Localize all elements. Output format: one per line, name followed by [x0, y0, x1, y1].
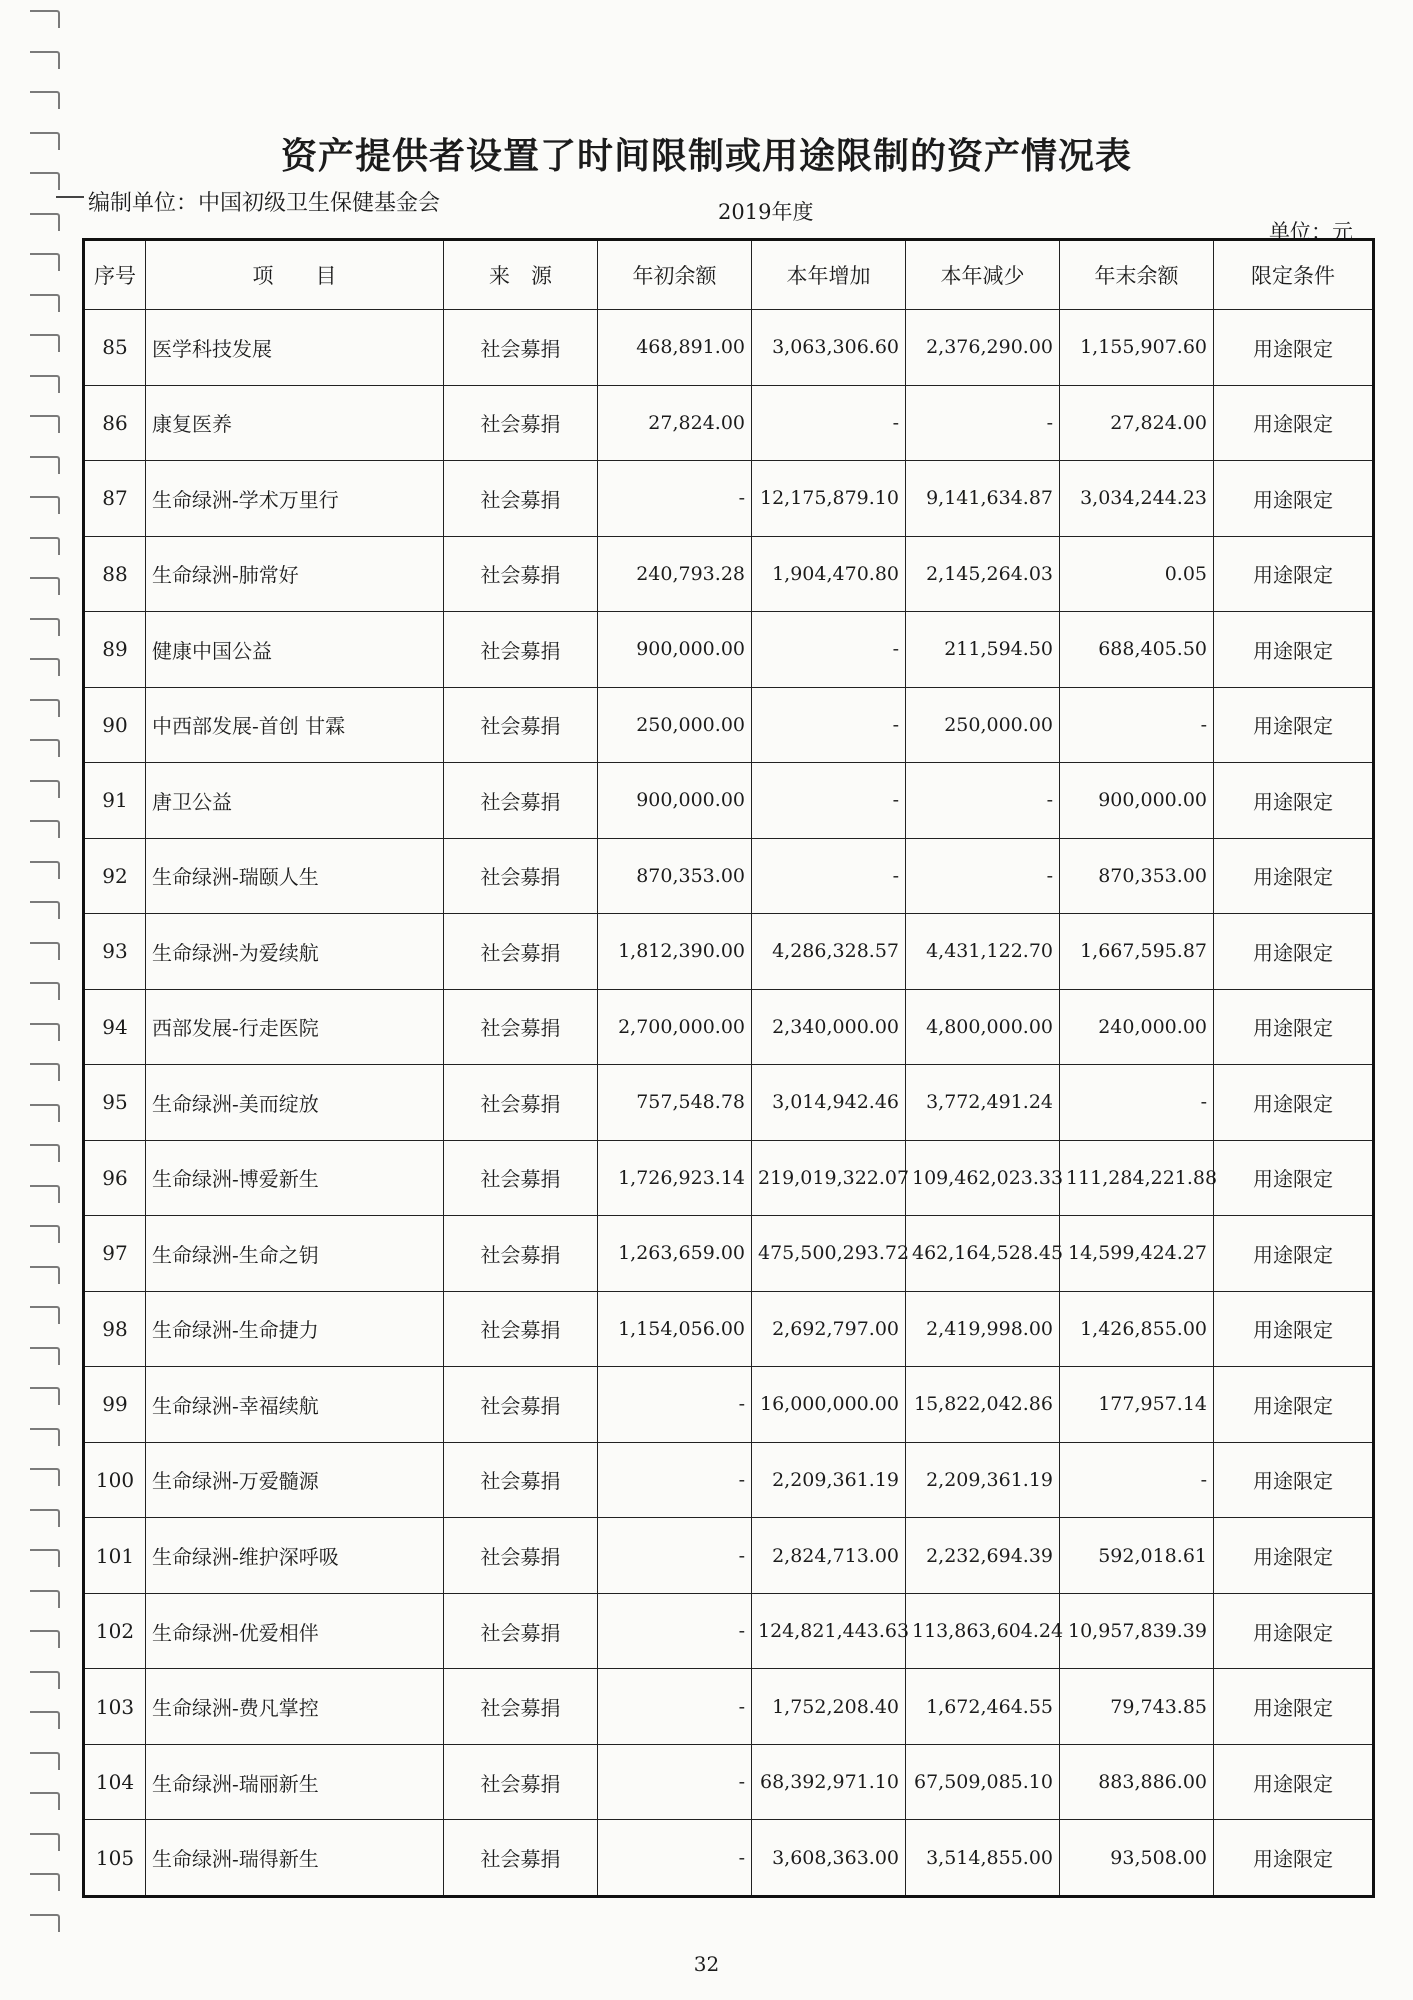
cell-seq: 98: [84, 1291, 146, 1367]
cell-opening-balance: 1,154,056.00: [598, 1291, 752, 1367]
cell-item: 唐卫公益: [146, 763, 444, 839]
cell-seq: 100: [84, 1442, 146, 1518]
cell-decrease: 250,000.00: [906, 687, 1060, 763]
cell-increase: 219,019,322.07: [752, 1140, 906, 1216]
cell-seq: 88: [84, 536, 146, 612]
fiscal-year: 2019年度: [718, 200, 814, 224]
cell-increase: 3,014,942.46: [752, 1065, 906, 1141]
cell-condition: 用途限定: [1214, 1140, 1374, 1216]
cell-source: 社会募捐: [444, 612, 598, 688]
cell-seq: 91: [84, 763, 146, 839]
page-title: 资产提供者设置了时间限制或用途限制的资产情况表: [280, 135, 1132, 177]
cell-item: 生命绿洲-万爱髓源: [146, 1442, 444, 1518]
cell-source: 社会募捐: [444, 1291, 598, 1367]
cell-decrease: 2,232,694.39: [906, 1518, 1060, 1594]
cell-decrease: 211,594.50: [906, 612, 1060, 688]
cell-source: 社会募捐: [444, 1140, 598, 1216]
cell-closing-balance: -: [1060, 687, 1214, 763]
binder-ring: [30, 1468, 60, 1486]
header-item: 项 目: [146, 240, 444, 310]
cell-decrease: 113,863,604.24: [906, 1593, 1060, 1669]
cell-opening-balance: -: [598, 1367, 752, 1443]
cell-opening-balance: 870,353.00: [598, 838, 752, 914]
cell-item: 生命绿洲-学术万里行: [146, 461, 444, 537]
cell-increase: 12,175,879.10: [752, 461, 906, 537]
cell-increase: -: [752, 838, 906, 914]
cell-closing-balance: 177,957.14: [1060, 1367, 1214, 1443]
table-row: [84, 989, 1374, 1065]
cell-closing-balance: 10,957,839.39: [1060, 1593, 1214, 1669]
cell-condition: 用途限定: [1214, 1367, 1374, 1443]
cell-item: 健康中国公益: [146, 612, 444, 688]
cell-decrease: 1,672,464.55: [906, 1669, 1060, 1745]
header-opening-balance: 年初余额: [598, 240, 752, 310]
table-row: [84, 687, 1374, 763]
cell-condition: 用途限定: [1214, 1669, 1374, 1745]
cell-decrease: -: [906, 838, 1060, 914]
binder-ring: [30, 415, 60, 433]
cell-decrease: 67,509,085.10: [906, 1744, 1060, 1820]
cell-item: 生命绿洲-瑞得新生: [146, 1820, 444, 1897]
cell-item: 生命绿洲-幸福续航: [146, 1367, 444, 1443]
cell-source: 社会募捐: [444, 1367, 598, 1443]
binder-ring: [30, 91, 60, 109]
binder-ring: [30, 1225, 60, 1243]
cell-closing-balance: 0.05: [1060, 536, 1214, 612]
cell-source: 社会募捐: [444, 838, 598, 914]
binder-ring: [30, 1509, 60, 1527]
table-row: [84, 1442, 1374, 1518]
cell-source: 社会募捐: [444, 461, 598, 537]
cell-opening-balance: 900,000.00: [598, 763, 752, 839]
cell-increase: 2,824,713.00: [752, 1518, 906, 1594]
header-increase: 本年增加: [752, 240, 906, 310]
cell-increase: -: [752, 385, 906, 461]
cell-item: 生命绿洲-瑞丽新生: [146, 1744, 444, 1820]
table-row: [84, 536, 1374, 612]
cell-closing-balance: 900,000.00: [1060, 763, 1214, 839]
cell-condition: 用途限定: [1214, 536, 1374, 612]
table-body: [84, 310, 1374, 1897]
cell-item: 康复医养: [146, 385, 444, 461]
binder-ring: [30, 618, 60, 636]
cell-decrease: 2,145,264.03: [906, 536, 1060, 612]
cell-item: 生命绿洲-生命之钥: [146, 1216, 444, 1292]
cell-source: 社会募捐: [444, 1065, 598, 1141]
binder-ring: [30, 1671, 60, 1689]
cell-seq: 104: [84, 1744, 146, 1820]
header-seq: 序号: [84, 240, 146, 310]
cell-opening-balance: -: [598, 1744, 752, 1820]
cell-source: 社会募捐: [444, 687, 598, 763]
cell-increase: 3,608,363.00: [752, 1820, 906, 1897]
cell-source: 社会募捐: [444, 1518, 598, 1594]
cell-source: 社会募捐: [444, 310, 598, 386]
cell-closing-balance: 870,353.00: [1060, 838, 1214, 914]
table-row: [84, 1593, 1374, 1669]
cell-closing-balance: 883,886.00: [1060, 1744, 1214, 1820]
cell-seq: 101: [84, 1518, 146, 1594]
cell-opening-balance: -: [598, 1518, 752, 1594]
binder-ring: [30, 1266, 60, 1284]
cell-seq: 86: [84, 385, 146, 461]
cell-source: 社会募捐: [444, 989, 598, 1065]
table-row: [84, 1669, 1374, 1745]
binder-ring: [30, 577, 60, 595]
binder-ring: [30, 294, 60, 312]
binder-ring: [30, 1590, 60, 1608]
binder-ring: [30, 1428, 60, 1446]
binder-ring: [30, 213, 60, 231]
cell-increase: 2,692,797.00: [752, 1291, 906, 1367]
cell-source: 社会募捐: [444, 1820, 598, 1897]
cell-condition: 用途限定: [1214, 763, 1374, 839]
binder-ring: [30, 1914, 60, 1932]
cell-closing-balance: 111,284,221.88: [1060, 1140, 1214, 1216]
binder-ring: [30, 1144, 60, 1162]
cell-closing-balance: 93,508.00: [1060, 1820, 1214, 1897]
cell-source: 社会募捐: [444, 914, 598, 990]
binder-ring: [30, 982, 60, 1000]
cell-closing-balance: 79,743.85: [1060, 1669, 1214, 1745]
table-row: [84, 914, 1374, 990]
page-number: 32: [693, 1952, 720, 1976]
binder-ring: [30, 375, 60, 393]
binder-ring: [30, 780, 60, 798]
table-row: [84, 1744, 1374, 1820]
cell-increase: -: [752, 687, 906, 763]
cell-decrease: 109,462,023.33: [906, 1140, 1060, 1216]
cell-increase: 4,286,328.57: [752, 914, 906, 990]
cell-seq: 95: [84, 1065, 146, 1141]
cell-increase: 16,000,000.00: [752, 1367, 906, 1443]
binder-ring: [30, 942, 60, 960]
cell-seq: 94: [84, 989, 146, 1065]
cell-condition: 用途限定: [1214, 838, 1374, 914]
binder-ring: [30, 496, 60, 514]
cell-increase: 1,904,470.80: [752, 536, 906, 612]
cell-seq: 90: [84, 687, 146, 763]
cell-item: 生命绿洲-生命捷力: [146, 1291, 444, 1367]
cell-decrease: 4,800,000.00: [906, 989, 1060, 1065]
cell-closing-balance: 3,034,244.23: [1060, 461, 1214, 537]
cell-decrease: 2,209,361.19: [906, 1442, 1060, 1518]
divider: [56, 196, 84, 198]
cell-condition: 用途限定: [1214, 1820, 1374, 1897]
cell-seq: 93: [84, 914, 146, 990]
cell-opening-balance: 1,263,659.00: [598, 1216, 752, 1292]
cell-source: 社会募捐: [444, 763, 598, 839]
binder-ring: [30, 1630, 60, 1648]
cell-item: 西部发展-行走医院: [146, 989, 444, 1065]
cell-increase: 2,340,000.00: [752, 989, 906, 1065]
cell-opening-balance: -: [598, 1669, 752, 1745]
binder-ring: [30, 1306, 60, 1324]
binder-ring: [30, 739, 60, 757]
binder-ring: [30, 901, 60, 919]
cell-closing-balance: 240,000.00: [1060, 989, 1214, 1065]
table-row: [84, 763, 1374, 839]
cell-seq: 102: [84, 1593, 146, 1669]
cell-closing-balance: -: [1060, 1442, 1214, 1518]
cell-increase: 1,752,208.40: [752, 1669, 906, 1745]
cell-opening-balance: 27,824.00: [598, 385, 752, 461]
cell-condition: 用途限定: [1214, 914, 1374, 990]
binder-ring: [30, 1063, 60, 1081]
cell-closing-balance: 1,667,595.87: [1060, 914, 1214, 990]
cell-condition: 用途限定: [1214, 1065, 1374, 1141]
binder-ring: [30, 537, 60, 555]
cell-seq: 87: [84, 461, 146, 537]
cell-opening-balance: 2,700,000.00: [598, 989, 752, 1065]
table-row: [84, 1065, 1374, 1141]
organization-label: 编制单位：中国初级卫生保健基金会: [88, 191, 441, 216]
cell-decrease: 2,419,998.00: [906, 1291, 1060, 1367]
cell-decrease: 3,772,491.24: [906, 1065, 1060, 1141]
cell-item: 生命绿洲-瑞颐人生: [146, 838, 444, 914]
cell-condition: 用途限定: [1214, 612, 1374, 688]
header-decrease: 本年减少: [906, 240, 1060, 310]
binder-ring: [30, 1104, 60, 1122]
cell-increase: 475,500,293.72: [752, 1216, 906, 1292]
restricted-assets-table: [82, 238, 1375, 1898]
table-row: [84, 385, 1374, 461]
cell-item: 生命绿洲-博爱新生: [146, 1140, 444, 1216]
binder-ring: [30, 1833, 60, 1851]
binder-ring: [30, 1387, 60, 1405]
cell-closing-balance: 1,426,855.00: [1060, 1291, 1214, 1367]
binder-ring: [30, 334, 60, 352]
header-condition: 限定条件: [1214, 240, 1374, 310]
binder-ring: [30, 861, 60, 879]
table-row: [84, 1140, 1374, 1216]
binder-ring: [30, 1549, 60, 1567]
cell-source: 社会募捐: [444, 1593, 598, 1669]
cell-condition: 用途限定: [1214, 385, 1374, 461]
binder-ring: [30, 1023, 60, 1041]
binder-ring: [30, 1873, 60, 1891]
cell-source: 社会募捐: [444, 1669, 598, 1745]
binder-ring: [30, 820, 60, 838]
cell-opening-balance: -: [598, 1593, 752, 1669]
binder-ring: [30, 1347, 60, 1365]
cell-source: 社会募捐: [444, 1744, 598, 1820]
cell-condition: 用途限定: [1214, 461, 1374, 537]
cell-item: 生命绿洲-肺常好: [146, 536, 444, 612]
header-source: 来 源: [444, 240, 598, 310]
cell-source: 社会募捐: [444, 385, 598, 461]
binder-ring: [30, 253, 60, 271]
cell-seq: 96: [84, 1140, 146, 1216]
table-row: [84, 838, 1374, 914]
cell-opening-balance: -: [598, 1442, 752, 1518]
cell-decrease: 4,431,122.70: [906, 914, 1060, 990]
binder-ring: [30, 1752, 60, 1770]
cell-seq: 89: [84, 612, 146, 688]
cell-increase: 124,821,443.63: [752, 1593, 906, 1669]
binder-ring: [30, 1711, 60, 1729]
cell-item: 生命绿洲-美而绽放: [146, 1065, 444, 1141]
cell-opening-balance: 250,000.00: [598, 687, 752, 763]
binder-ring: [30, 51, 60, 69]
cell-item: 医学科技发展: [146, 310, 444, 386]
cell-increase: -: [752, 763, 906, 839]
cell-decrease: 3,514,855.00: [906, 1820, 1060, 1897]
binder-ring: [30, 10, 60, 28]
cell-seq: 103: [84, 1669, 146, 1745]
cell-opening-balance: 468,891.00: [598, 310, 752, 386]
cell-closing-balance: 592,018.61: [1060, 1518, 1214, 1594]
cell-seq: 97: [84, 1216, 146, 1292]
cell-seq: 85: [84, 310, 146, 386]
cell-opening-balance: 757,548.78: [598, 1065, 752, 1141]
table-row: [84, 310, 1374, 386]
cell-condition: 用途限定: [1214, 1593, 1374, 1669]
cell-opening-balance: 1,812,390.00: [598, 914, 752, 990]
table-row: [84, 461, 1374, 537]
cell-condition: 用途限定: [1214, 1216, 1374, 1292]
cell-opening-balance: 900,000.00: [598, 612, 752, 688]
table-row: [84, 612, 1374, 688]
cell-source: 社会募捐: [444, 536, 598, 612]
cell-increase: -: [752, 612, 906, 688]
header-closing-balance: 年末余额: [1060, 240, 1214, 310]
cell-increase: 68,392,971.10: [752, 1744, 906, 1820]
cell-condition: 用途限定: [1214, 687, 1374, 763]
table-row: [84, 1820, 1374, 1897]
cell-closing-balance: -: [1060, 1065, 1214, 1141]
cell-opening-balance: 1,726,923.14: [598, 1140, 752, 1216]
cell-opening-balance: -: [598, 461, 752, 537]
cell-item: 生命绿洲-为爱续航: [146, 914, 444, 990]
cell-seq: 105: [84, 1820, 146, 1897]
cell-decrease: 15,822,042.86: [906, 1367, 1060, 1443]
cell-closing-balance: 688,405.50: [1060, 612, 1214, 688]
table-row: [84, 1367, 1374, 1443]
cell-item: 生命绿洲-优爱相伴: [146, 1593, 444, 1669]
binder-ring: [30, 456, 60, 474]
cell-seq: 99: [84, 1367, 146, 1443]
binder-rings: [30, 10, 66, 1990]
table-header-row: [84, 240, 1374, 310]
cell-source: 社会募捐: [444, 1216, 598, 1292]
cell-decrease: 462,164,528.45: [906, 1216, 1060, 1292]
cell-closing-balance: 14,599,424.27: [1060, 1216, 1214, 1292]
cell-item: 中西部发展-首创 甘霖: [146, 687, 444, 763]
cell-condition: 用途限定: [1214, 1518, 1374, 1594]
cell-condition: 用途限定: [1214, 989, 1374, 1065]
cell-increase: 2,209,361.19: [752, 1442, 906, 1518]
binder-ring: [30, 658, 60, 676]
binder-ring: [30, 1792, 60, 1810]
cell-increase: 3,063,306.60: [752, 310, 906, 386]
currency-unit: 单位：元: [1269, 220, 1353, 244]
binder-ring: [30, 1185, 60, 1203]
cell-decrease: -: [906, 763, 1060, 839]
cell-source: 社会募捐: [444, 1442, 598, 1518]
cell-decrease: 9,141,634.87: [906, 461, 1060, 537]
cell-closing-balance: 1,155,907.60: [1060, 310, 1214, 386]
table-row: [84, 1216, 1374, 1292]
cell-condition: 用途限定: [1214, 1744, 1374, 1820]
cell-decrease: -: [906, 385, 1060, 461]
cell-opening-balance: 240,793.28: [598, 536, 752, 612]
table-row: [84, 1518, 1374, 1594]
cell-condition: 用途限定: [1214, 1291, 1374, 1367]
cell-closing-balance: 27,824.00: [1060, 385, 1214, 461]
binder-ring: [30, 699, 60, 717]
cell-opening-balance: -: [598, 1820, 752, 1897]
cell-item: 生命绿洲-维护深呼吸: [146, 1518, 444, 1594]
table-row: [84, 1291, 1374, 1367]
cell-decrease: 2,376,290.00: [906, 310, 1060, 386]
cell-seq: 92: [84, 838, 146, 914]
cell-item: 生命绿洲-费凡掌控: [146, 1669, 444, 1745]
cell-condition: 用途限定: [1214, 1442, 1374, 1518]
cell-condition: 用途限定: [1214, 310, 1374, 386]
